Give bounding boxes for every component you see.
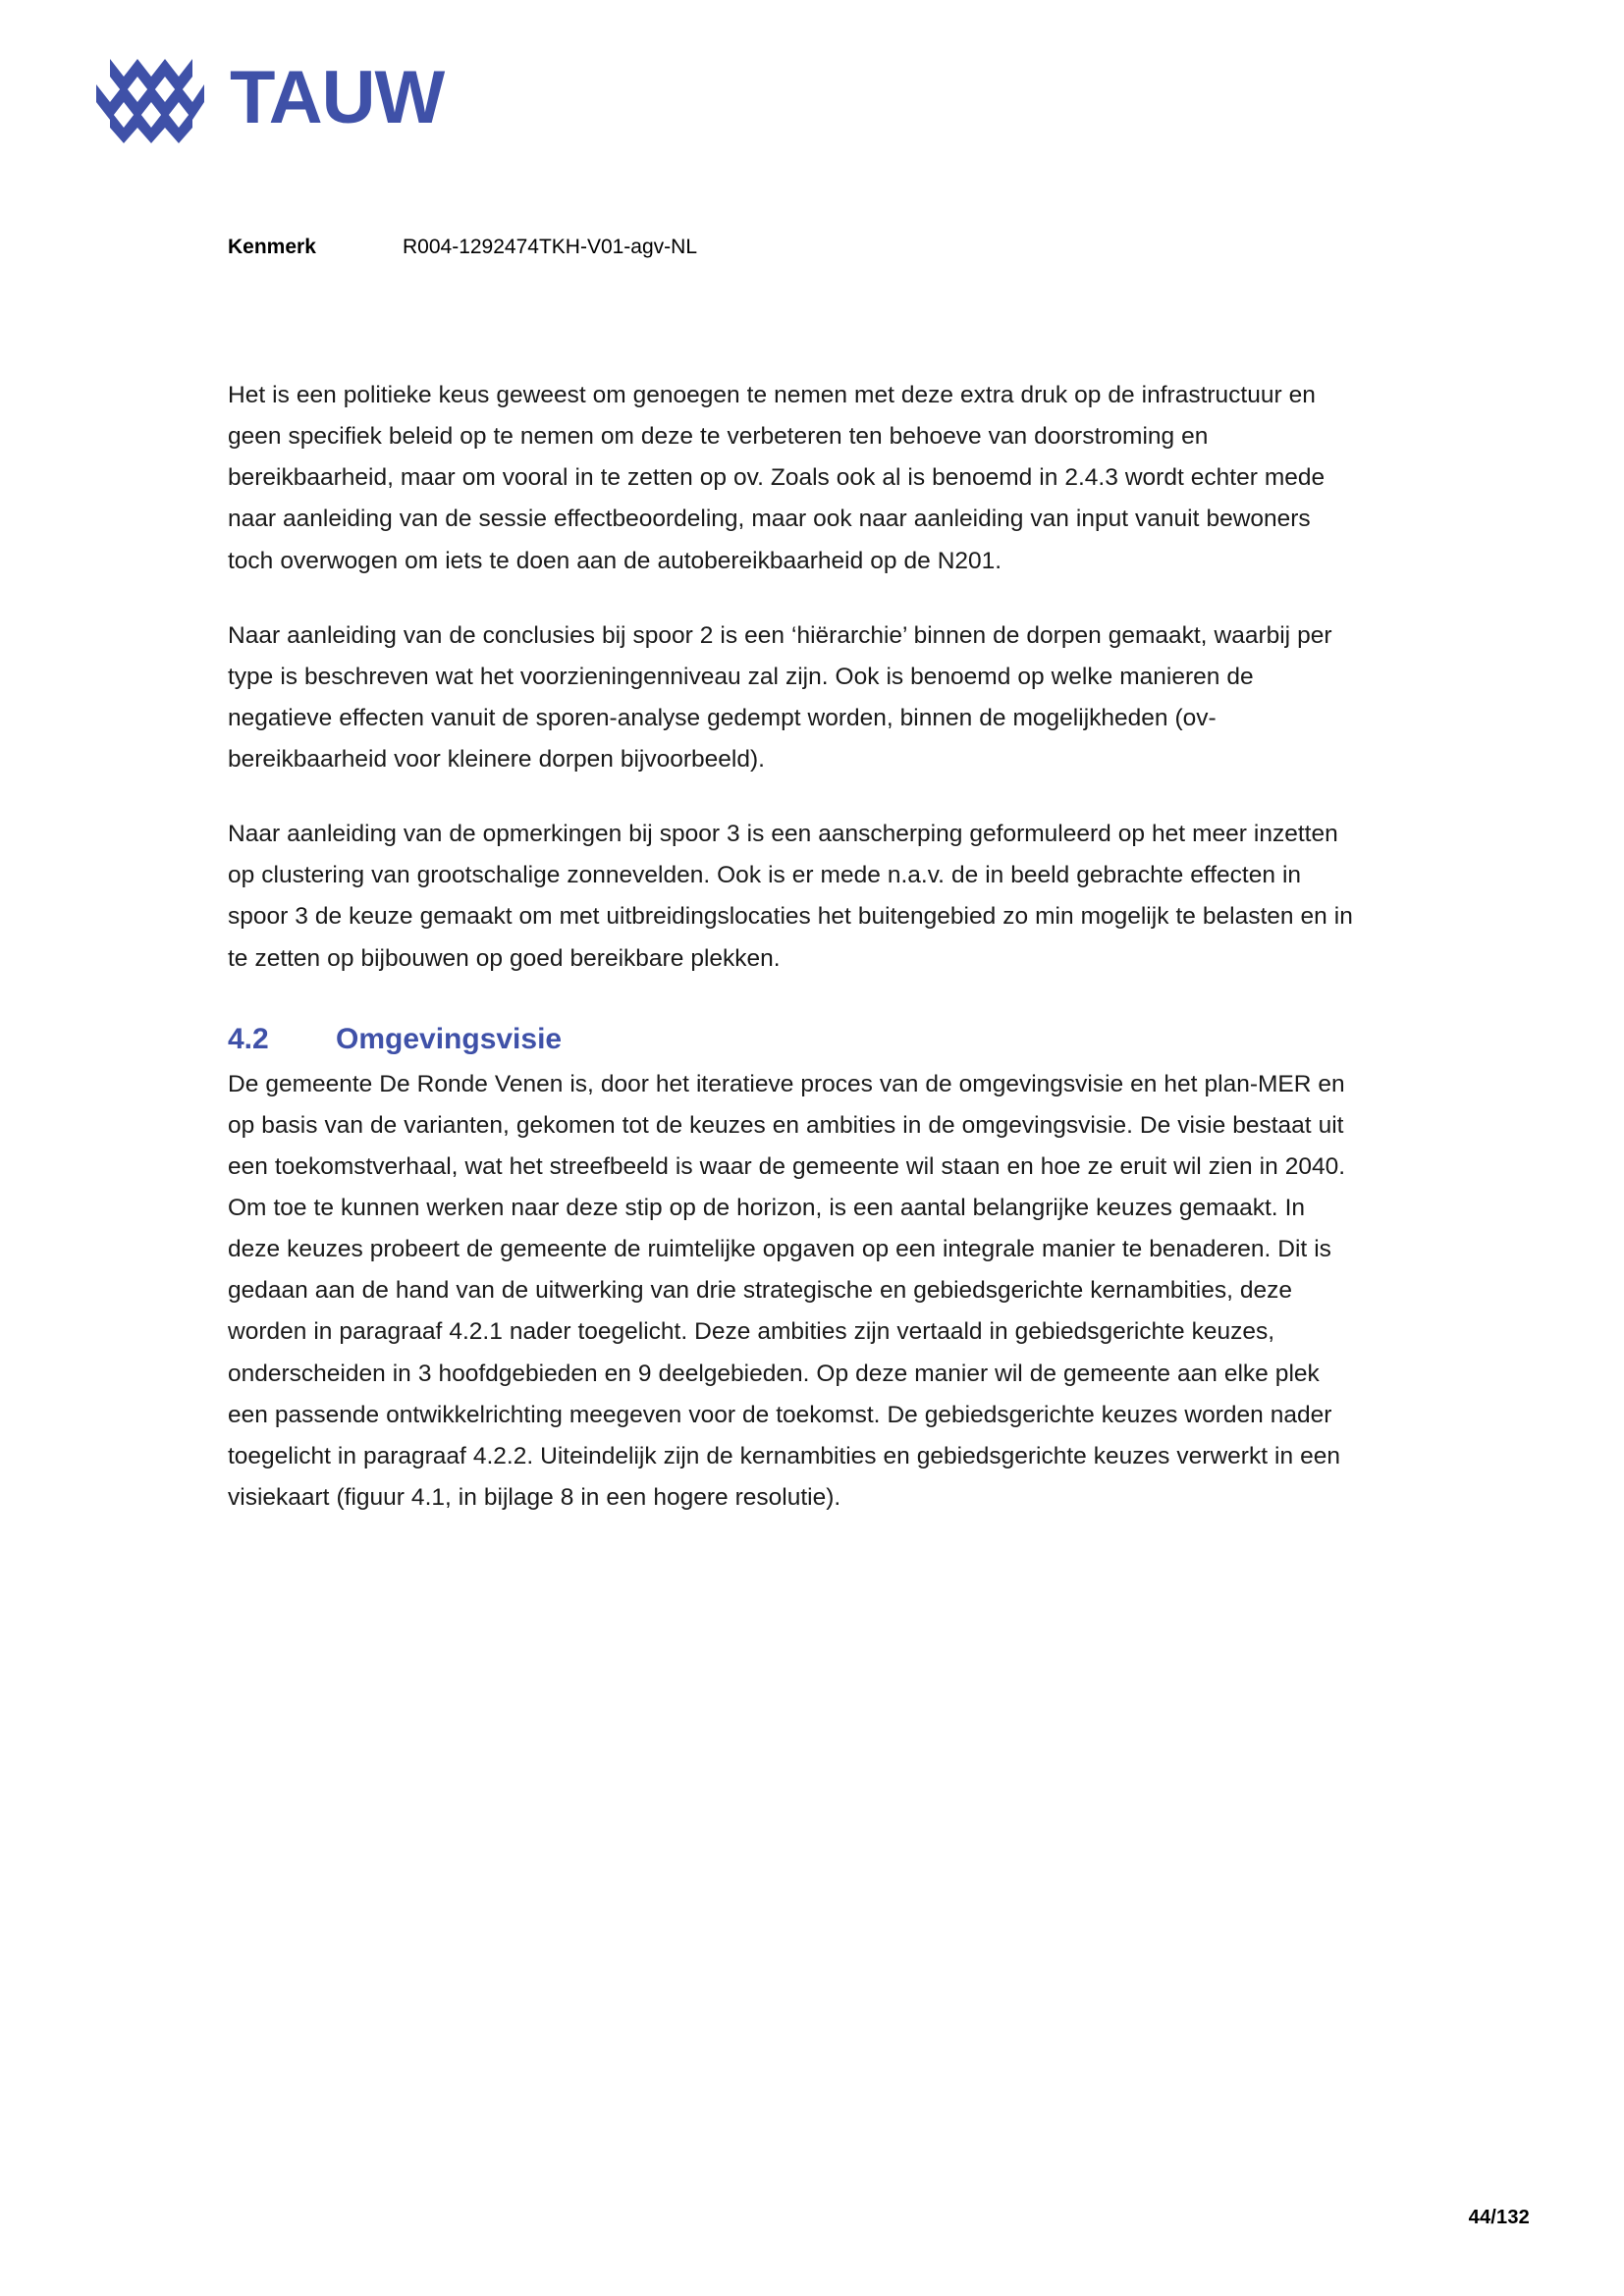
body-paragraph-1: Het is een politieke keus geweest om genoegen te nemen met deze extra druk op de infrastructuur en geen specifiek beleid op te nemen om deze te verbeteren ten behoeve van doorstroming en bereikbaarheid, maar om vooral in te zetten op ov. Zoals ook al is benoemd in 2.4.3 wordt echter mede naar aanleiding van de sessie effectbeoordeling, maar ook naar aanleiding van input vanuit bewoners toch overwogen om iets te doen aan de autobereikbaarheid op de N201. xyxy=(228,382,1326,574)
brand-wordmark: TAUW xyxy=(230,56,445,139)
document-body xyxy=(228,375,1359,1519)
kenmerk-label: Kenmerk xyxy=(228,236,316,258)
kenmerk-row xyxy=(228,234,697,261)
body-paragraph-3: Naar aanleiding van de opmerkingen bij spoor 3 is een aanscherping geformuleerd op het meer inzetten op clustering van grootschalige zonnevelden. Ook is er mede n.a.v. de in beeld gebrachte effecten in spoor 3 de keuze gemaakt om met uitbreidingslocaties het buitengebied zo min mogelijk te belasten en in te zetten op bijbouwen op goed bereikbare plekken. xyxy=(228,821,1353,972)
kenmerk-value: R004-1292474TKH-V01-agv-NL xyxy=(403,236,697,258)
page-number: 44/132 xyxy=(1468,2207,1530,2228)
brand-logo xyxy=(94,51,444,145)
body-paragraph-2: Naar aanleiding van de conclusies bij spoor 2 is een ‘hiërarchie’ binnen de dorpen gemaakt, waarbij per type is beschreven wat het voorzieningenniveau zal zijn. Ook is benoemd op welke manieren de negatieve effecten vanuit de sporen-analyse gedempt worden, binnen de mogelijkheden (ov-bereikbaarheid voor kleinere dorpen bijvoorbeeld). xyxy=(228,621,1332,773)
section-title: Omgevingsvisie xyxy=(336,1022,563,1055)
tauw-chevron-lattice-icon xyxy=(94,51,204,145)
section-heading-4-2 xyxy=(228,1023,1359,1056)
section-paragraph: De gemeente De Ronde Venen is, door het iteratieve proces van de omgevingsvisie en het plan-MER en op basis van de varianten, gekomen tot de keuzes en ambities in de omgevingsvisie. De visie bestaat uit een toekomstverhaal, wat het streefbeeld is waar de gemeente wil staan en hoe ze eruit wil zien in 2040. Om toe te kunnen werken naar deze stip op de horizon, is een aantal belangrijke keuzes gemaakt. In deze keuzes probeert de gemeente de ruimtelijke opgaven op een integrale manier te benaderen. Dit is gedaan aan de hand van de uitwerking van drie strategische en gebiedsgerichte kernambities, deze worden in paragraaf 4.2.1 nader toegelicht. Deze ambities zijn vertaald in gebiedsgerichte keuzes, onderscheiden in 3 hoofdgebieden en 9 deelgebieden. Op deze manier wil de gemeente aan elke plek een passende ontwikkelrichting meegeven voor de toekomst. De gebiedsgerichte keuzes worden nader toegelicht in paragraaf 4.2.2. Uiteindelijk zijn de kernambities en gebiedsgerichte keuzes verwerkt in een visiekaart (figuur 4.1, in bijlage 8 in een hogere resolutie). xyxy=(228,1070,1346,1511)
section-number: 4.2 xyxy=(228,1022,269,1055)
